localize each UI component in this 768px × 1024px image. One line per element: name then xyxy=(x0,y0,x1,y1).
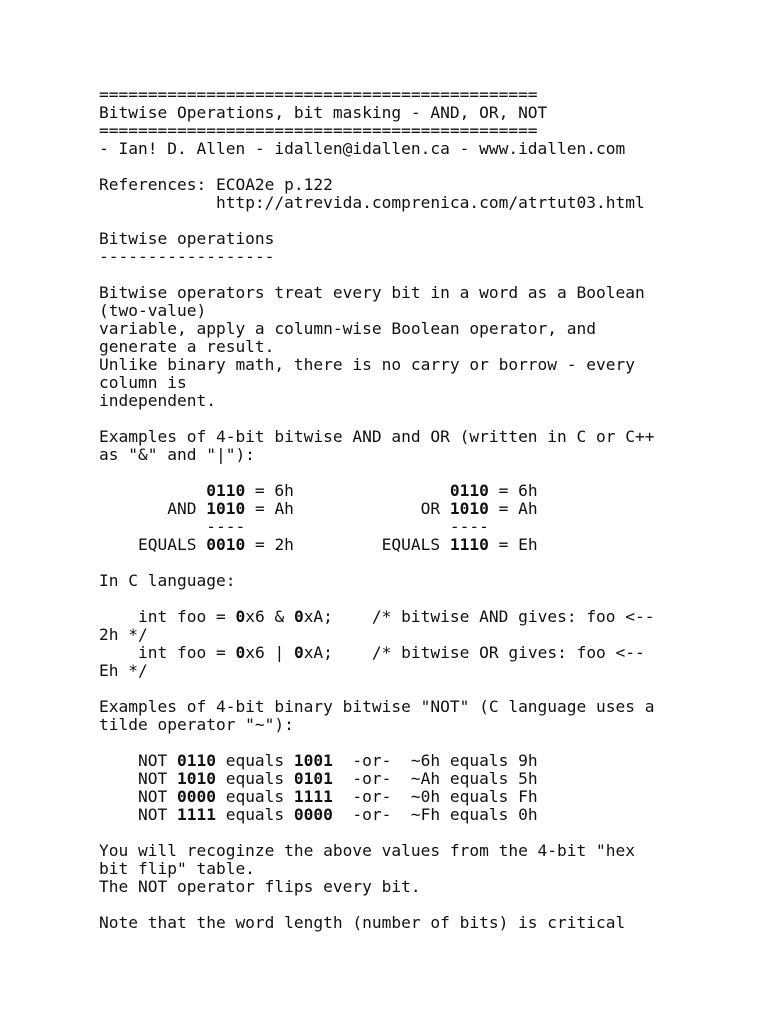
not-output: 0101 xyxy=(293,769,333,788)
not-row xyxy=(99,806,739,824)
rule-top: ============================================= xyxy=(99,85,538,104)
paragraph-line: independent. xyxy=(99,391,216,410)
or-label: -or- xyxy=(332,751,411,770)
not-label: NOT xyxy=(137,805,177,824)
and-operand-1: 0110 xyxy=(206,481,246,500)
paragraph-line: column is xyxy=(99,373,187,392)
equals-label: equals xyxy=(215,805,294,824)
code-text: int foo = xyxy=(99,643,236,662)
recognize-line: The NOT operator flips every bit. xyxy=(99,877,421,896)
code-line-or xyxy=(99,644,739,662)
or-operator: OR xyxy=(420,499,450,518)
hex-output: 5h xyxy=(518,769,538,788)
hex-input: ~6h xyxy=(410,751,441,770)
note-line: Note that the word length (number of bits) is critical xyxy=(99,913,626,932)
hex-output: Fh xyxy=(518,787,538,806)
code-text: x6 & xyxy=(245,607,294,626)
equals-label: equals xyxy=(215,769,294,788)
paragraph-line: variable, apply a column-wise Boolean operator, and xyxy=(99,319,597,338)
code-text: x6 | xyxy=(245,643,294,662)
and-dashes: ---- xyxy=(206,517,246,536)
equals-label: equals xyxy=(440,751,519,770)
or-operand-2-hex: = Ah xyxy=(488,499,538,518)
paragraph-line: Unlike binary math, there is no carry or borrow - every xyxy=(99,355,636,374)
section-heading: Bitwise operations xyxy=(99,229,275,248)
equals-label: equals xyxy=(215,751,294,770)
not-example-block xyxy=(99,752,739,824)
hex-output: 0h xyxy=(518,805,538,824)
and-result: 0010 xyxy=(206,535,246,554)
code-text: xA; /* bitwise OR gives: foo <-- xyxy=(303,643,645,662)
not-input: 1111 xyxy=(176,805,216,824)
not-label: NOT xyxy=(137,787,177,806)
references-label: References: xyxy=(99,175,207,194)
example-row-3 xyxy=(99,518,739,536)
document-body xyxy=(99,86,739,932)
equals-label: equals xyxy=(440,787,519,806)
code-hex-prefix: 0 xyxy=(293,643,304,662)
equals-label: equals xyxy=(440,805,519,824)
hex-output: 9h xyxy=(518,751,538,770)
and-or-example-block xyxy=(99,482,739,554)
reference-1: ECOA2e p.122 xyxy=(215,175,333,194)
or-label: -or- xyxy=(332,769,411,788)
or-label: -or- xyxy=(332,787,411,806)
not-input: 0000 xyxy=(176,787,216,806)
equals-label: equals xyxy=(440,769,519,788)
hex-input: ~0h xyxy=(410,787,441,806)
intro-paragraph xyxy=(99,284,739,410)
recognize-line: bit flip" table. xyxy=(99,859,255,878)
page-title: Bitwise Operations, bit masking - AND, OR, NOT xyxy=(99,103,548,122)
code-hex-prefix: 0 xyxy=(235,643,246,662)
not-output: 1001 xyxy=(293,751,333,770)
not-output: 0000 xyxy=(293,805,333,824)
not-input: 1010 xyxy=(176,769,216,788)
hex-input: ~Fh xyxy=(410,805,441,824)
and-operand-1-hex: = 6h xyxy=(245,481,294,500)
example-row-1 xyxy=(99,482,739,500)
examples-intro-line: as "&" and "|"): xyxy=(99,445,255,464)
code-hex-prefix: 0 xyxy=(235,607,246,626)
not-row xyxy=(99,770,739,788)
and-result-hex: = 2h xyxy=(245,535,294,554)
references-line-2 xyxy=(99,194,739,212)
or-label: -or- xyxy=(332,805,411,824)
example-row-2 xyxy=(99,500,739,518)
and-operand-2: 1010 xyxy=(206,499,246,518)
rule-bottom: ============================================= xyxy=(99,121,538,140)
not-label: NOT xyxy=(137,769,177,788)
hex-input: ~Ah xyxy=(410,769,441,788)
code-text: int foo = xyxy=(99,607,236,626)
c-code-block xyxy=(99,608,739,680)
and-operator: AND xyxy=(167,499,207,518)
example-row-4 xyxy=(99,536,739,554)
references-line-1 xyxy=(99,176,739,194)
not-row xyxy=(99,788,739,806)
paragraph-line: Bitwise operators treat every bit in a word as a Boolean xyxy=(99,283,645,302)
reference-2: http://atrevida.comprenica.com/atrtut03.html xyxy=(215,193,645,212)
not-intro-line: tilde operator "~"): xyxy=(99,715,294,734)
or-equals-label: EQUALS xyxy=(381,535,450,554)
or-operand-2: 1010 xyxy=(449,499,489,518)
not-row xyxy=(99,752,739,770)
not-label: NOT xyxy=(137,751,177,770)
or-operand-1-hex: = 6h xyxy=(488,481,538,500)
code-line-and xyxy=(99,608,739,626)
and-operand-2-hex: = Ah xyxy=(245,499,294,518)
author-line: - Ian! D. Allen - idallen@idallen.ca - www.idallen.com xyxy=(99,139,626,158)
code-line-or-wrap: Eh */ xyxy=(99,661,148,680)
recognize-line: You will recoginze the above values from the 4-bit "hex xyxy=(99,841,636,860)
or-operand-1: 0110 xyxy=(449,481,489,500)
not-intro-line: Examples of 4-bit binary bitwise "NOT" (C language uses a xyxy=(99,697,655,716)
c-language-heading: In C language: xyxy=(99,571,236,590)
code-hex-prefix: 0 xyxy=(293,607,304,626)
or-result: 1110 xyxy=(449,535,489,554)
or-dashes: ---- xyxy=(449,517,489,536)
code-line-and-wrap: 2h */ xyxy=(99,625,148,644)
not-output: 1111 xyxy=(293,787,333,806)
section-underline: ------------------ xyxy=(99,247,275,266)
paragraph-line: generate a result. xyxy=(99,337,275,356)
paragraph-line: (two-value) xyxy=(99,301,207,320)
code-text: xA; /* bitwise AND gives: foo <-- xyxy=(303,607,655,626)
not-input: 0110 xyxy=(176,751,216,770)
examples-intro-line: Examples of 4-bit bitwise AND and OR (written in C or C++ xyxy=(99,427,655,446)
and-equals-label: EQUALS xyxy=(137,535,207,554)
equals-label: equals xyxy=(215,787,294,806)
or-result-hex: = Eh xyxy=(488,535,538,554)
